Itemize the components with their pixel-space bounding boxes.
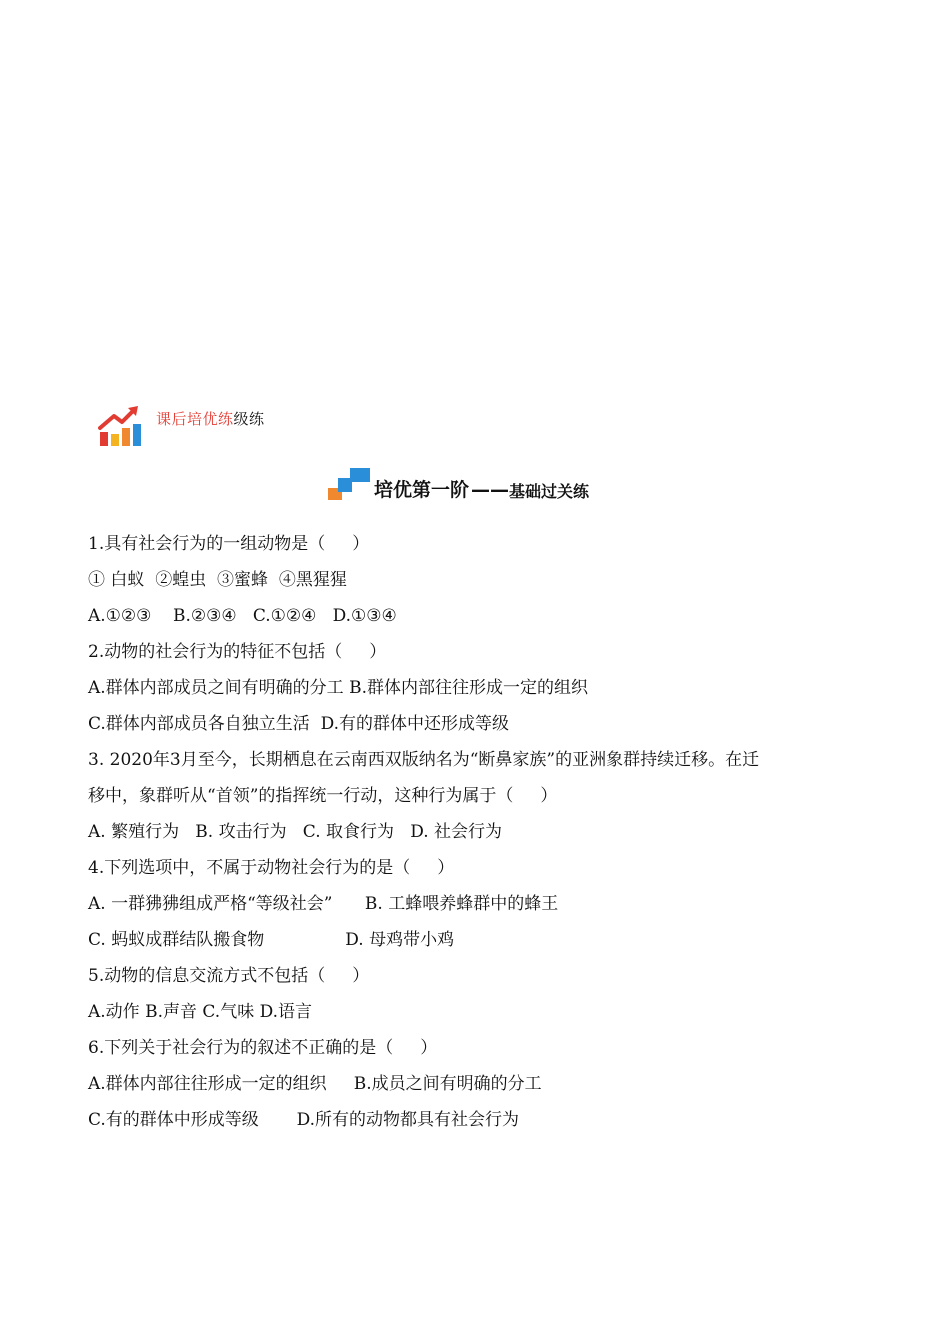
question-line: 4.下列选项中，不属于动物社会行为的是（ ）: [88, 858, 455, 878]
question-line: A.动作 B.声音 C.气味 D.语言: [88, 1002, 313, 1022]
question-line: A.①②③ B.②③④ C.①②④ D.①③④: [88, 606, 397, 626]
section-title-main: 培优第一阶: [374, 479, 470, 501]
question-line: C. 蚂蚁成群结队搬食物 D. 母鸡带小鸡: [88, 930, 455, 950]
question-line: 1.具有社会行为的一组动物是（ ）: [88, 534, 370, 554]
question-line: A. 繁殖行为 B. 攻击行为 C. 取食行为 D. 社会行为: [88, 822, 503, 842]
question-line: A.群体内部往往形成一定的组织 B.成员之间有明确的分工: [88, 1074, 542, 1094]
steps-icon: [328, 468, 372, 502]
question-line: A.群体内部成员之间有明确的分工 B.群体内部往往形成一定的组织: [88, 678, 588, 698]
badge-label-red: 课后培优练: [156, 410, 234, 428]
question-line: 5.动物的信息交流方式不包括（ ）: [88, 966, 370, 986]
question-line: ① 白蚁 ②蝗虫 ③蜜蜂 ④黑猩猩: [88, 570, 347, 590]
section-title-dash: ——: [471, 479, 510, 501]
section-title-sub: 基础过关练: [509, 482, 590, 501]
header-badge: [98, 404, 265, 450]
question-line: 3. 2020年3月至今，长期栖息在云南西双版纳名为“断鼻家族”的亚洲象群持续迁移。在迁: [88, 750, 760, 770]
question-line: 2.动物的社会行为的特征不包括（ ）: [88, 642, 387, 662]
question-line: C.群体内部成员各自独立生活 D.有的群体中还形成等级: [88, 714, 510, 734]
question-line: 移中，象群听从“首领”的指挥统一行动，这种行为属于（ ）: [88, 786, 558, 806]
question-line: A. 一群狒狒组成严格“等级社会” B. 工蜂喂养蜂群中的蜂王: [88, 894, 559, 914]
section-title: [328, 466, 589, 502]
badge-label-dark: 级练: [233, 410, 265, 428]
badge-label: [156, 408, 265, 429]
question-line: C.有的群体中形成等级 D.所有的动物都具有社会行为: [88, 1110, 520, 1130]
question-list: [88, 526, 878, 1138]
growth-chart-icon: [98, 404, 144, 450]
question-line: 6.下列关于社会行为的叙述不正确的是（ ）: [88, 1038, 438, 1058]
